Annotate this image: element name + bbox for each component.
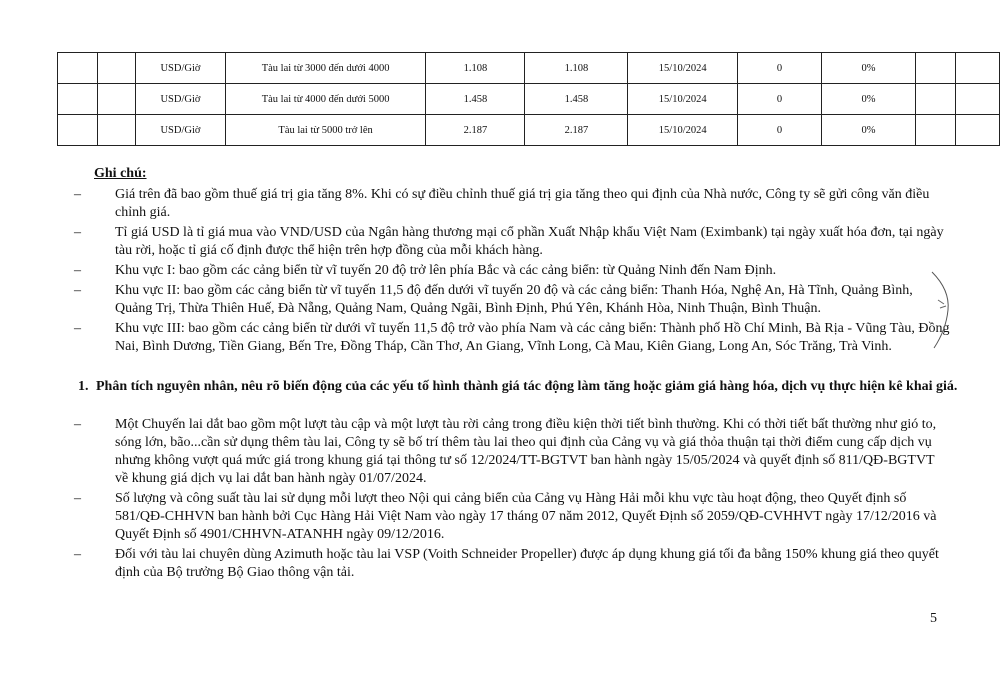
description-cell: Tàu lai từ 5000 trở lên (225, 115, 426, 146)
note-text: Khu vực I: bao gồm các cảng biển từ vĩ tuyến 20 độ trở lên phía Bắc và các cảng biển: từ Quảng Ninh đến Nam Định. (115, 263, 777, 278)
row-blank-cell (98, 84, 136, 115)
note-item (0, 320, 1000, 356)
note-item (0, 282, 1000, 318)
price-new-cell: 1.108 (525, 53, 628, 84)
row-blank-cell (58, 84, 98, 115)
analysis-item (0, 546, 1000, 582)
note-text: Khu vực II: bao gồm các cảng biển từ vĩ tuyến 11,5 độ đến dưới vĩ tuyến 20 độ và các cảng biển: Thanh Hóa, Nghệ An, Hà Tĩnh, Quảng Bình, Quảng Trị, Thừa Thiên Huế, Đà Nẵng, Quảng Nam, Quảng Ngãi, Bình Định, Phú Yên, Khánh Hòa, Ninh Thuận, Bình Thuận. (115, 283, 913, 316)
note-text: Khu vực III: bao gồm các cảng biển từ dưới vĩ tuyến 11,5 độ trở vào phía Nam và các cảng biển: Thành phố Hồ Chí Minh, Bà Rịa - Vũng Tàu, Đồng Nai, Bình Dương, Tiền Giang, Bến Tre, Đồng Tháp, Cần Thơ, An Giang, Vĩnh Long, Cà Mau, Kiên Giang, Long An, Sóc Trăng, Trà Vinh. (115, 321, 950, 354)
section-title: Phân tích nguyên nhân, nêu rõ biến động của các yếu tố hình thành giá tác động làm tăng hoặc giảm giá hàng hóa, dịch vụ thực hiện kê khai giá. (96, 379, 958, 394)
page-number: 5 (930, 611, 937, 626)
bullet-dash: – (74, 491, 81, 506)
analysis-text: Số lượng và công suất tàu lai sử dụng mỗi lượt theo Nội qui cảng biển của Cảng vụ Hàng Hải mỗi khu vực tàu hoạt động, theo Quyết định số 581/QĐ-CHHVN ban hành bởi Cục Hàng Hải Việt Nam vào ngày 17 tháng 07 năm 2012, Quyết Định số 2059/QĐ-CVHHVT ngày 17/12/2016 và Quyết Định số 4901/CHHVN-ATANHH ngày 09/12/2016. (115, 491, 937, 542)
table-row (58, 84, 1000, 115)
row-blank-cell (956, 53, 1000, 84)
percent-cell: 0% (821, 84, 915, 115)
description-cell: Tàu lai từ 4000 đến dưới 5000 (225, 84, 426, 115)
bullet-dash: – (74, 263, 81, 278)
notes-heading: Ghi chú: (94, 166, 147, 181)
row-blank-cell (58, 115, 98, 146)
unit-cell: USD/Giờ (136, 115, 226, 146)
analysis-item (0, 490, 1000, 544)
unit-cell: USD/Giờ (136, 84, 226, 115)
table-row (58, 53, 1000, 84)
bullet-dash: – (74, 547, 81, 562)
note-item (0, 224, 1000, 260)
row-blank-cell (956, 115, 1000, 146)
bullet-dash: – (74, 225, 81, 240)
section-number: 1. (78, 379, 89, 394)
row-blank-cell (915, 115, 955, 146)
price-new-cell: 1.458 (525, 84, 628, 115)
row-blank-cell (915, 53, 955, 84)
row-blank-cell (915, 84, 955, 115)
row-blank-cell (98, 115, 136, 146)
bullet-dash: – (74, 417, 81, 432)
section-heading (78, 378, 958, 396)
row-blank-cell (956, 84, 1000, 115)
description-cell: Tàu lai từ 3000 đến dưới 4000 (225, 53, 426, 84)
note-text: Giá trên đã bao gồm thuế giá trị gia tăng 8%. Khi có sự điều chỉnh thuế giá trị gia tăng theo qui định của Nhà nước, Công ty sẽ gửi công văn điều chỉnh giá. (115, 187, 930, 220)
price-old-cell: 2.187 (426, 115, 525, 146)
unit-cell: USD/Giờ (136, 53, 226, 84)
date-cell: 15/10/2024 (628, 84, 737, 115)
analysis-text: Đối với tàu lai chuyên dùng Azimuth hoặc tàu lai VSP (Voith Schneider Propeller) được áp dụng khung giá tối đa bằng 150% khung giá theo quyết định của Bộ trưởng Bộ Giao thông vận tải. (115, 547, 939, 580)
change-cell: 0 (737, 84, 821, 115)
row-blank-cell (98, 53, 136, 84)
note-item (0, 186, 1000, 222)
bullet-dash: – (74, 321, 81, 336)
percent-cell: 0% (821, 53, 915, 84)
analysis-item (0, 416, 1000, 488)
row-blank-cell (58, 53, 98, 84)
bullet-dash: – (74, 187, 81, 202)
date-cell: 15/10/2024 (628, 115, 737, 146)
table-row (58, 115, 1000, 146)
price-old-cell: 1.108 (426, 53, 525, 84)
bullet-dash: – (74, 283, 81, 298)
partial-stamp-mark (928, 270, 954, 350)
change-cell: 0 (737, 53, 821, 84)
percent-cell: 0% (821, 115, 915, 146)
note-item (0, 262, 1000, 280)
analysis-list (0, 416, 1000, 584)
tug-rate-table (57, 52, 1000, 146)
notes-list (0, 186, 1000, 358)
date-cell: 15/10/2024 (628, 53, 737, 84)
price-new-cell: 2.187 (525, 115, 628, 146)
change-cell: 0 (737, 115, 821, 146)
analysis-text: Một Chuyến lai dắt bao gồm một lượt tàu cập và một lượt tàu rời cảng trong điều kiện thời tiết bình thường. Khi có thời tiết bất thường như gió to, sóng lớn, bão...cần sử dụng thêm tàu lai, Công ty sẽ bố trí thêm tàu lai theo qui định của Cảng vụ và giá thỏa thuận tại thời điểm cung cấp dịch vụ nhưng không vượt quá mức giá trong khung giá tại thông tư số 12/2024/TT-BGTVT ban hành ngày 15/05/2024 và quyết định số 811/QĐ-BGTVT về khung giá dịch vụ lai dắt ban hành ngày 01/07/2024. (115, 417, 937, 486)
note-text: Tỉ giá USD là tỉ giá mua vào VND/USD của Ngân hàng thương mại cổ phần Xuất Nhập khẩu Việt Nam (Eximbank) tại ngày xuất hóa đơn, tại ngày tàu rời, hoặc tỉ giá cố định được thể hiện trên hợp đồng của mỗi khách hàng. (115, 225, 944, 258)
price-old-cell: 1.458 (426, 84, 525, 115)
